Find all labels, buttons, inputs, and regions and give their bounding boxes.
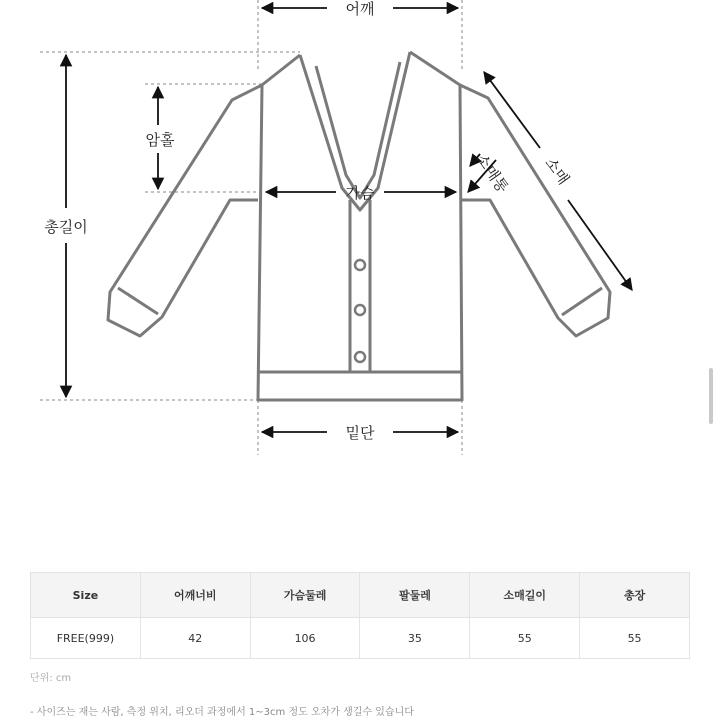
measurement-error-note: - 사이즈는 재는 사람, 측정 위치, 리오더 과정에서 1~3cm 정도 오차가 생길수 있습니다 (30, 707, 414, 718)
table-cell: 106 (250, 618, 360, 659)
table-cell: 42 (140, 618, 250, 659)
size-table (30, 572, 690, 659)
button-2 (355, 305, 365, 315)
button-1 (355, 260, 365, 270)
table-cell: 35 (360, 618, 470, 659)
table-cell: 55 (470, 618, 580, 659)
table-header: 소매길이 (470, 573, 580, 618)
table-row (31, 618, 690, 659)
table-header: 총장 (580, 573, 690, 618)
label-sleeve-width: 소매통 (472, 150, 512, 197)
label-total-length: 총길이 (44, 218, 88, 236)
table-cell: FREE(999) (31, 618, 141, 659)
table-header: 가슴둘레 (250, 573, 360, 618)
button-3 (355, 352, 365, 362)
label-armhole: 암홀 (145, 131, 175, 149)
unit-note: 단위: cm (30, 673, 72, 684)
cardigan-outline (108, 52, 610, 400)
table-header: 팔둘레 (360, 573, 470, 618)
label-shoulder: 어깨 (345, 0, 375, 18)
label-chest: 가슴 (345, 184, 375, 202)
table-cell: 55 (580, 618, 690, 659)
table-header: 어깨너비 (140, 573, 250, 618)
table-header-row (31, 573, 690, 618)
scrollbar-thumb[interactable] (709, 368, 713, 424)
label-hem: 밑단 (345, 424, 375, 442)
label-sleeve-length: 소매 (541, 154, 573, 189)
buttons (355, 260, 365, 362)
table-header: Size (31, 573, 141, 618)
